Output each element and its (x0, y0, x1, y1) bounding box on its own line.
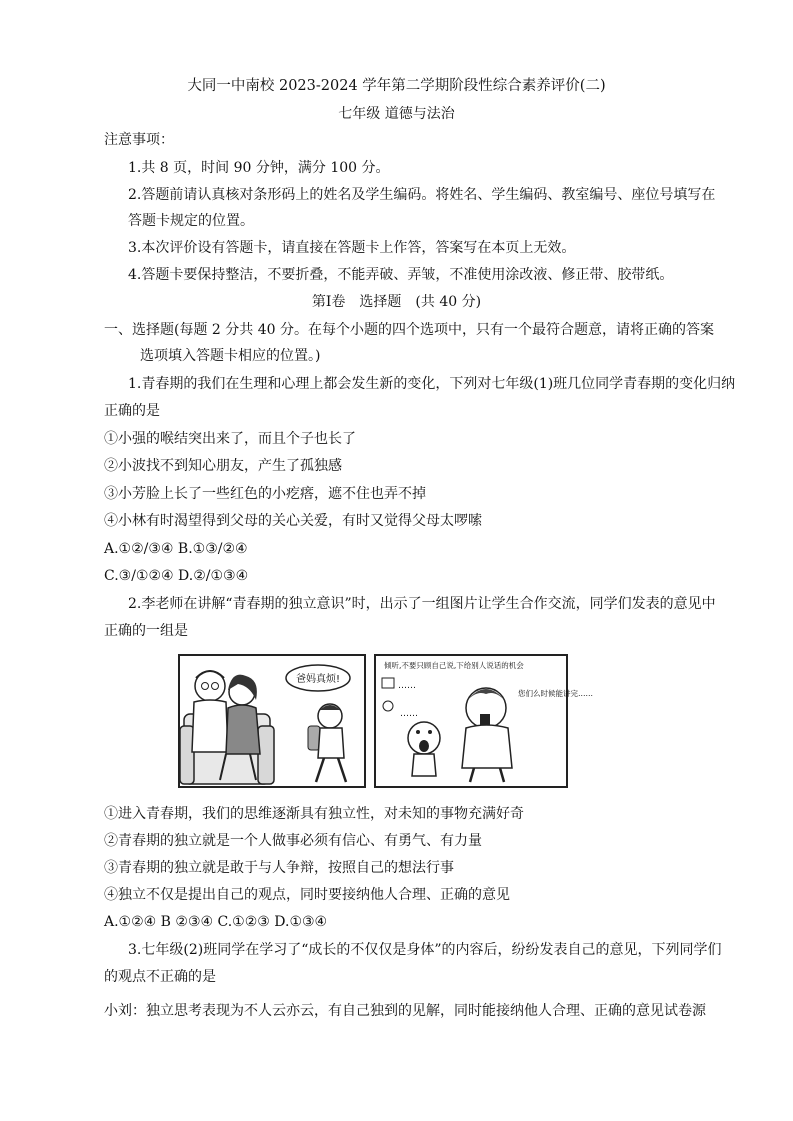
comic-panel-left (178, 654, 366, 788)
q3-stem-cont: 的观点不正确的是 (104, 969, 216, 985)
comic-right-caption: 倾听,不要只顾自己说,下给别人说话的机会 (384, 661, 524, 670)
q2-statement-1: ①进入青春期，我们的思维逐渐具有独立性，对未知的事物充满好奇 (104, 806, 524, 822)
comic-right-bubble: 您们么时候能讲完…… (518, 689, 593, 698)
notice-item-3: 3.本次评价设有答题卡，请直接在答题卡上作答，答案写在本页上无效。 (128, 240, 576, 256)
notice-item-2-cont: 答题卡规定的位置。 (128, 213, 254, 229)
q2-stem-cont: 正确的一组是 (104, 623, 188, 639)
q1-stem: 1.青春期的我们在生理和心理上都会发生新的变化，下列对七年级(1)班几位同学青春期的变化归纳 (128, 376, 736, 392)
q1-statement-4: ④小林有时渴望得到父母的关心关爱，有时又觉得父母太啰嗦 (104, 513, 482, 529)
notice-item-1: 1.共 8 页，时间 90 分钟，满分 100 分。 (128, 160, 390, 176)
q1-statement-2: ②小波找不到知心朋友，产生了孤独感 (104, 458, 342, 474)
q2-statement-3: ③青春期的独立就是敢于与人争辩，按照自己的想法行事 (104, 860, 454, 876)
notice-item-4: 4.答题卡要保持整洁，不要折叠，不能弄破、弄皱，不准使用涂改液、修正带、胶带纸。 (128, 267, 674, 283)
comic-dots-2: …… (400, 709, 418, 719)
q3-stem: 3.七年级(2)班同学在学习了“成长的不仅仅是身体”的内容后，纷纷发表自己的意见，下列同学们 (128, 942, 722, 958)
q2-stem: 2.李老师在讲解“青春期的独立意识”时，出示了一组图片让学生合作交流，同学们发表的意见中 (128, 596, 716, 612)
comic-panel-right (374, 654, 593, 788)
q3-opinion-xiaoliu: 小刘：独立思考表现为不人云亦云，有自己独到的见解，同时能接纳他人合理、正确的意见试卷源 (104, 1003, 706, 1019)
q2-options: A.①②④ B ②③④ C.①②③ D.①③④ (104, 914, 328, 930)
q1-options-ab: A.①②/③④ B.①③/②④ (104, 541, 248, 557)
exam-subtitle: 七年级 道德与法治 (338, 106, 455, 122)
q1-statement-1: ①小强的喉结突出来了，而且个子也长了 (104, 431, 356, 447)
q1-stem-cont: 正确的是 (104, 403, 160, 419)
notice-item-2: 2.答题前请认真核对条形码上的姓名及学生编码。将姓名、学生编码、教室编号、座位号填写在 (128, 187, 716, 203)
notice-heading: 注意事项： (104, 132, 174, 148)
q2-statement-2: ②青春期的独立就是一个人做事必须有信心、有勇气、有力量 (104, 833, 482, 849)
section-instruction-cont: 选项填入答题卡相应的位置。) (140, 348, 321, 364)
q1-options-cd: C.③/①②④ D.②/①③④ (104, 568, 249, 584)
section-instruction: 一、选择题(每题 2 分共 40 分。在每个小题的四个选项中，只有一个最符合题意，请将正确的答案 (104, 322, 714, 338)
comic-left-drawing (180, 656, 364, 786)
q2-statement-4: ④独立不仅是提出自己的观点，同时要接纳他人合理、正确的意见 (104, 887, 510, 903)
section-title: 第Ⅰ卷 选择题 (共 40 分) (311, 294, 482, 310)
comic-right-drawing (376, 656, 593, 786)
comic-left-bubble-text: 爸妈真烦! (295, 674, 341, 685)
comic-dots-1: …… (398, 681, 416, 691)
exam-title: 大同一中南校 2023-2024 学年第二学期阶段性综合素养评价(二) (187, 78, 606, 94)
q1-statement-3: ③小芳脸上长了一些红色的小疙瘩，遮不住也弄不掉 (104, 486, 426, 502)
